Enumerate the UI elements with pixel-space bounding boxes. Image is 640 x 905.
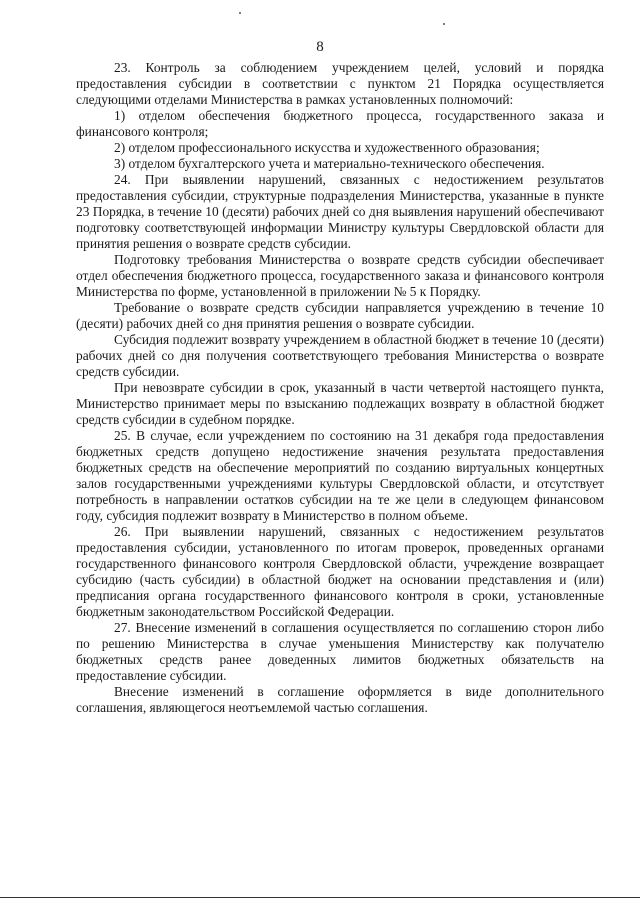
document-body <box>76 60 604 716</box>
paragraph-27-amendment-form: Внесение изменений в соглашение оформляется в виде дополнительного соглашения, являющегося неотъемлемой частью соглашения. <box>76 684 604 715</box>
page-bottom-divider <box>0 897 640 898</box>
list-item-2: 2) отделом профессионального искусства и художественного образования; <box>114 140 540 155</box>
paragraph-26: 26. При выявлении нарушений, связанных с недостижением результатов предоставления субсидии, установленного по итогам проверок, проведенных органами государственного финансового контроля Свердловской области, учреждение возвращает субсидию (часть субсидии) в областной бюджет на основании представления и (или) предписания органа государственного финансового контроля в сроки, установленные бюджетным законодательством Российской Федерации. <box>76 524 604 619</box>
list-item-3: 3) отделом бухгалтерского учета и материально-технического обеспечения. <box>114 156 545 171</box>
paragraph-27: 27. Внесение изменений в соглашения осуществляется по соглашению сторон либо по решению Министерства в случае уменьшения Министерству как получателю бюджетных средств ранее доведенных лимитов бюджетных обязательств на предоставление субсидии. <box>76 620 604 683</box>
paragraph-24-requirement-preparation: Подготовку требования Министерства о возврате средств субсидии обеспечивает отдел обеспечения бюджетного процесса, государственного заказа и финансового контроля Министерства по форме, установленной в приложении № 5 к Порядку. <box>76 252 604 299</box>
scan-speck <box>443 23 445 25</box>
paragraph-24-requirement-sending: Требование о возврате средств субсидии направляется учреждению в течение 10 (десяти) рабочих дней со дня принятия решения о возврате субсидии. <box>76 300 604 331</box>
paragraph-24: 24. При выявлении нарушений, связанных с недостижением результатов предоставления субсидии, структурные подразделения Министерства, указанные в пункте 23 Порядка, в течение 10 (десяти) рабочих дней со дня выявления нарушений обеспечивают подготовку соответствующей информации Министру культуры Свердловской области для принятия решения о возврате средств субсидии. <box>76 172 604 251</box>
page-number: 8 <box>316 39 324 55</box>
paragraph-25: 25. В случае, если учреждением по состоянию на 31 декабря года предоставления бюджетных средств допущено недостижение значения результата предоставления бюджетных средств на обеспечение мероприятий по созданию виртуальных концертных залов государственными учреждениями культуры Свердловской области, и отсутствует потребность в направлении остатков субсидии на те же цели в следующем финансовом году, субсидия подлежит возврату в Министерство в полном объеме. <box>76 428 604 523</box>
paragraph-24-return-term: Субсидия подлежит возврату учреждением в областной бюджет в течение 10 (десяти) рабочих дней со дня получения соответствующего требования Министерства о возврате средств субсидии. <box>76 332 604 379</box>
paragraph-24-non-return: При невозврате субсидии в срок, указанный в части четвертой настоящего пункта, Министерство принимает меры по взысканию подлежащих возврату в областной бюджет средств субсидии в судебном порядке. <box>76 380 604 427</box>
scan-speck <box>239 12 241 14</box>
paragraph-23: 23. Контроль за соблюдением учреждением целей, условий и порядка предоставления субсидии в соответствии с пунктом 21 Порядка осуществляется следующими отделами Министерства в рамках установленных полномочий: <box>76 60 604 107</box>
list-item-1: 1) отделом обеспечения бюджетного процесса, государственного заказа и финансового контроля; <box>76 108 604 139</box>
